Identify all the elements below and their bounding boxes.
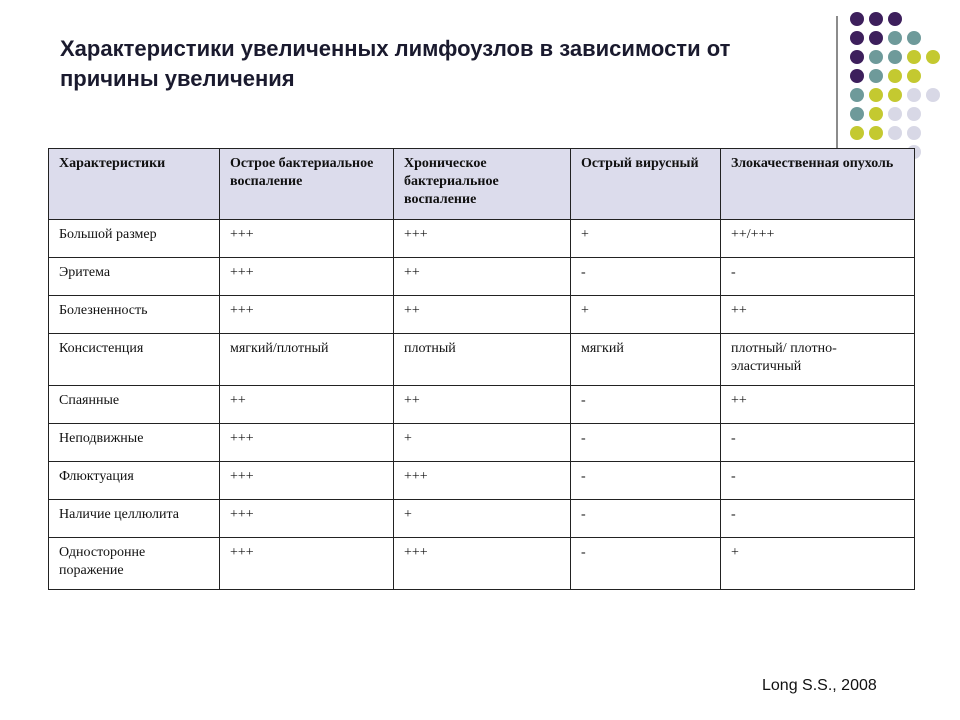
decorative-dot — [850, 69, 864, 83]
column-header: Острое бактериальное воспаление — [220, 149, 394, 220]
decorative-dot — [869, 69, 883, 83]
table-cell: + — [571, 220, 721, 258]
table-cell: ++ — [394, 296, 571, 334]
decorative-dot — [907, 50, 921, 64]
decorative-dot — [888, 88, 902, 102]
table-header-row — [49, 149, 915, 220]
decorative-dot-grid — [850, 12, 950, 157]
decorative-dot — [888, 31, 902, 45]
column-header: Острый вирусный — [571, 149, 721, 220]
decorative-dot — [869, 12, 883, 26]
row-label: Односторонне поражение — [49, 538, 220, 590]
column-header: Характеристики — [49, 149, 220, 220]
table-cell: +++ — [220, 500, 394, 538]
table-cell: +++ — [220, 538, 394, 590]
row-label: Неподвижные — [49, 424, 220, 462]
table-cell: ++ — [394, 258, 571, 296]
table-cell: - — [571, 258, 721, 296]
table-cell: +++ — [220, 296, 394, 334]
table-row — [49, 258, 915, 296]
table-cell: +++ — [220, 220, 394, 258]
decorative-dot — [888, 12, 902, 26]
citation: Long S.S., 2008 — [762, 677, 877, 694]
decorative-dot — [869, 88, 883, 102]
table-row — [49, 386, 915, 424]
decorative-dot — [850, 88, 864, 102]
decorative-dot — [907, 88, 921, 102]
table-cell: +++ — [394, 462, 571, 500]
table-row — [49, 538, 915, 590]
table-row — [49, 424, 915, 462]
table-cell: - — [721, 462, 915, 500]
table-cell: ++ — [394, 386, 571, 424]
row-label: Эритема — [49, 258, 220, 296]
table-cell: +++ — [220, 424, 394, 462]
table-cell: - — [571, 386, 721, 424]
decorative-dot — [850, 12, 864, 26]
decorative-dot — [869, 31, 883, 45]
decorative-dot — [907, 31, 921, 45]
row-label: Большой размер — [49, 220, 220, 258]
table-row — [49, 296, 915, 334]
table-cell: + — [394, 424, 571, 462]
column-header: Хроническое бактериальное воспаление — [394, 149, 571, 220]
decorative-dot — [850, 107, 864, 121]
table-cell: ++ — [721, 386, 915, 424]
lymph-node-characteristics-table — [48, 148, 915, 590]
decorative-dot — [888, 69, 902, 83]
decorative-dot — [888, 50, 902, 64]
table-cell: ++ — [721, 296, 915, 334]
table-cell: - — [571, 462, 721, 500]
decorative-dot — [869, 107, 883, 121]
row-label: Болезненность — [49, 296, 220, 334]
row-label: Спаянные — [49, 386, 220, 424]
table-row — [49, 462, 915, 500]
table-cell: плотный/ плотно-эластичный — [721, 334, 915, 386]
table-cell: + — [394, 500, 571, 538]
table-cell: + — [721, 538, 915, 590]
table-cell: + — [571, 296, 721, 334]
table-cell: - — [721, 424, 915, 462]
decorative-dot — [926, 88, 940, 102]
table-cell: - — [571, 538, 721, 590]
table-cell: +++ — [394, 220, 571, 258]
decorative-dot — [907, 126, 921, 140]
decorative-divider — [836, 16, 838, 148]
decorative-dot — [850, 50, 864, 64]
decorative-dot — [869, 126, 883, 140]
decorative-dot — [888, 107, 902, 121]
table-cell: мягкий/плотный — [220, 334, 394, 386]
table-cell: плотный — [394, 334, 571, 386]
column-header: Злокачественная опухоль — [721, 149, 915, 220]
decorative-dot — [850, 31, 864, 45]
row-label: Флюктуация — [49, 462, 220, 500]
decorative-dot — [926, 50, 940, 64]
table-row — [49, 220, 915, 258]
row-label: Наличие целлюлита — [49, 500, 220, 538]
decorative-dot — [907, 69, 921, 83]
table-cell: мягкий — [571, 334, 721, 386]
table-cell: +++ — [220, 462, 394, 500]
table-cell: - — [721, 500, 915, 538]
page-title: Характеристики увеличенных лимфоузлов в зависимости от причины увеличения — [60, 36, 731, 91]
table-cell: +++ — [220, 258, 394, 296]
decorative-dot — [907, 107, 921, 121]
table-row — [49, 500, 915, 538]
decorative-dot — [850, 126, 864, 140]
decorative-dot — [888, 126, 902, 140]
table-cell: - — [571, 500, 721, 538]
table-cell: +++ — [394, 538, 571, 590]
table-cell: - — [721, 258, 915, 296]
table-cell: ++/+++ — [721, 220, 915, 258]
decorative-dot — [869, 50, 883, 64]
table-cell: ++ — [220, 386, 394, 424]
row-label: Консистенция — [49, 334, 220, 386]
table-cell: - — [571, 424, 721, 462]
table-row — [49, 334, 915, 386]
